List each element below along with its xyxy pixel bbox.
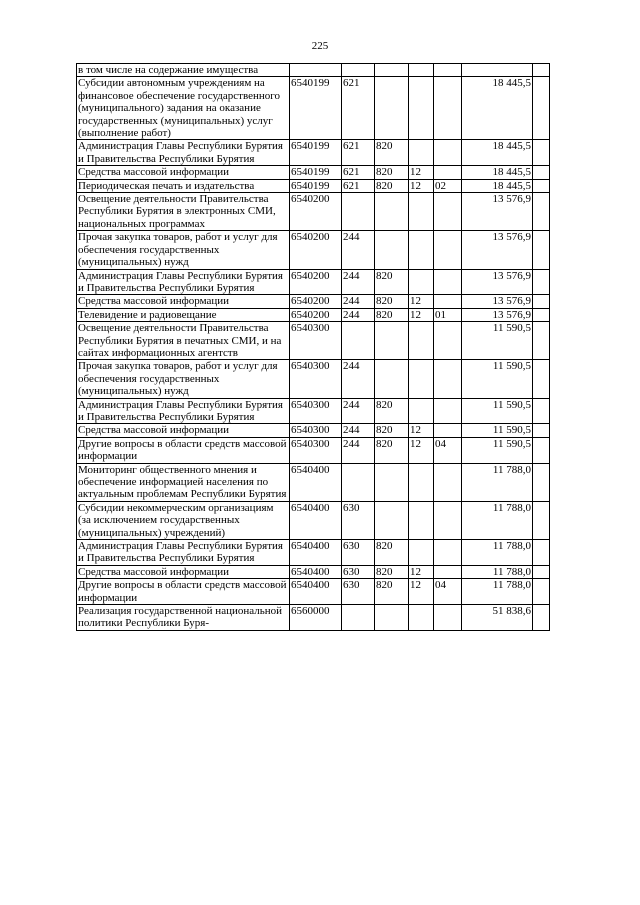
table-row [77,295,550,308]
cell-department [375,605,409,631]
table-row [77,231,550,269]
cell-section: 12 [409,295,434,308]
table-row [77,540,550,566]
cell-name: Средства массовой информации [77,424,290,437]
table-row [77,424,550,437]
cell-department [375,322,409,360]
cell-amount: 11 788,0 [462,501,533,539]
cell-amount: 13 576,9 [462,308,533,321]
cell-expense-type [342,64,375,77]
cell-amount: 18 445,5 [462,77,533,140]
cell-code: 6540199 [290,166,342,179]
cell-department: 820 [375,179,409,192]
cell-code: 6540200 [290,231,342,269]
cell-empty [533,463,550,501]
cell-empty [533,322,550,360]
cell-section: 12 [409,437,434,463]
cell-section: 12 [409,308,434,321]
cell-amount: 13 576,9 [462,295,533,308]
cell-empty [533,540,550,566]
cell-amount: 18 445,5 [462,179,533,192]
table-row [77,140,550,166]
cell-department: 820 [375,295,409,308]
cell-department: 820 [375,540,409,566]
cell-department [375,463,409,501]
cell-name: Администрация Главы Республики Бурятия и Правительства Республики Бурятия [77,140,290,166]
cell-empty [533,424,550,437]
cell-name: Средства массовой информации [77,295,290,308]
cell-code: 6540400 [290,579,342,605]
cell-amount: 11 590,5 [462,424,533,437]
cell-department: 820 [375,565,409,578]
cell-amount: 13 576,9 [462,193,533,231]
table-row [77,605,550,631]
cell-expense-type: 621 [342,179,375,192]
table-row [77,398,550,424]
cell-section [409,398,434,424]
table-row [77,360,550,398]
budget-table-body [77,64,550,631]
page-number: 225 [311,40,329,52]
cell-expense-type: 630 [342,501,375,539]
table-row [77,322,550,360]
cell-expense-type [342,463,375,501]
cell-subsection [434,269,462,295]
cell-expense-type: 244 [342,295,375,308]
cell-subsection [434,295,462,308]
table-row [77,501,550,539]
cell-department: 820 [375,424,409,437]
table-row [77,437,550,463]
cell-amount [462,64,533,77]
cell-section: 12 [409,579,434,605]
cell-empty [533,437,550,463]
cell-section [409,64,434,77]
cell-expense-type: 244 [342,269,375,295]
cell-expense-type: 244 [342,360,375,398]
cell-name: Администрация Главы Республики Бурятия и Правительства Республики Бурятия [77,540,290,566]
cell-amount: 51 838,6 [462,605,533,631]
cell-department [375,231,409,269]
cell-section [409,605,434,631]
cell-department [375,77,409,140]
cell-name: Прочая закупка товаров, работ и услуг для обеспечения государственных (муниципальных) нужд [77,231,290,269]
cell-subsection [434,140,462,166]
cell-empty [533,140,550,166]
cell-department: 820 [375,166,409,179]
cell-expense-type: 244 [342,437,375,463]
cell-section [409,269,434,295]
cell-department: 820 [375,269,409,295]
cell-subsection: 04 [434,437,462,463]
cell-empty [533,605,550,631]
cell-name: Администрация Главы Республики Бурятия и Правительства Республики Бурятия [77,269,290,295]
cell-empty [533,579,550,605]
cell-code: 6540300 [290,437,342,463]
cell-name: Освещение деятельности Правительства Республики Бурятия в печатных СМИ, и на сайтах информационных агентств [77,322,290,360]
cell-code: 6540300 [290,398,342,424]
cell-department [375,193,409,231]
cell-empty [533,308,550,321]
cell-code: 6540400 [290,463,342,501]
cell-code: 6540199 [290,140,342,166]
cell-amount: 11 590,5 [462,398,533,424]
cell-department [375,64,409,77]
cell-subsection [434,424,462,437]
cell-subsection: 01 [434,308,462,321]
cell-name: Телевидение и радиовещание [77,308,290,321]
cell-section [409,540,434,566]
cell-empty [533,269,550,295]
cell-section [409,231,434,269]
cell-code: 6540200 [290,269,342,295]
cell-name: Средства массовой информации [77,166,290,179]
cell-section [409,322,434,360]
table-row [77,579,550,605]
cell-department [375,360,409,398]
table-row [77,179,550,192]
cell-subsection [434,565,462,578]
cell-expense-type: 621 [342,140,375,166]
cell-expense-type: 630 [342,565,375,578]
table-row [77,77,550,140]
cell-expense-type [342,322,375,360]
cell-amount: 11 788,0 [462,463,533,501]
cell-section [409,501,434,539]
cell-subsection [434,231,462,269]
cell-expense-type: 244 [342,308,375,321]
cell-name: Субсидии некоммерческим организациям (за исключением государственных (муниципальных) учреждений) [77,501,290,539]
cell-code: 6540300 [290,360,342,398]
cell-subsection [434,501,462,539]
cell-subsection [434,322,462,360]
cell-name: Другие вопросы в области средств массовой информации [77,579,290,605]
cell-amount: 18 445,5 [462,140,533,166]
cell-code: 6540199 [290,179,342,192]
cell-amount: 11 590,5 [462,322,533,360]
cell-department: 820 [375,398,409,424]
cell-section [409,140,434,166]
cell-expense-type: 621 [342,166,375,179]
cell-section: 12 [409,424,434,437]
cell-expense-type [342,193,375,231]
cell-name: Реализация государственной национальной политики Республики Буря- [77,605,290,631]
cell-empty [533,398,550,424]
cell-empty [533,565,550,578]
cell-amount: 13 576,9 [462,269,533,295]
cell-code: 6540200 [290,308,342,321]
cell-subsection [434,463,462,501]
cell-empty [533,295,550,308]
cell-section [409,463,434,501]
cell-subsection [434,398,462,424]
cell-code: 6540199 [290,77,342,140]
cell-name: Периодическая печать и издательства [77,179,290,192]
cell-amount: 11 590,5 [462,360,533,398]
table-row [77,269,550,295]
table-row [77,64,550,77]
cell-empty [533,179,550,192]
cell-amount: 11 788,0 [462,579,533,605]
cell-empty [533,231,550,269]
cell-subsection: 04 [434,579,462,605]
cell-expense-type: 630 [342,579,375,605]
cell-amount: 13 576,9 [462,231,533,269]
cell-amount: 18 445,5 [462,166,533,179]
table-row [77,463,550,501]
cell-expense-type: 621 [342,77,375,140]
cell-empty [533,360,550,398]
cell-name: Администрация Главы Республики Бурятия и Правительства Республики Бурятия [77,398,290,424]
cell-code: 6540200 [290,295,342,308]
budget-table [76,63,550,631]
cell-amount: 11 788,0 [462,540,533,566]
cell-code: 6540300 [290,424,342,437]
cell-amount: 11 788,0 [462,565,533,578]
cell-code: 6540400 [290,540,342,566]
cell-empty [533,193,550,231]
table-row [77,308,550,321]
cell-department: 820 [375,437,409,463]
cell-expense-type: 244 [342,398,375,424]
cell-name: Средства массовой информации [77,565,290,578]
cell-expense-type: 244 [342,231,375,269]
cell-section [409,77,434,140]
cell-code: 6560000 [290,605,342,631]
cell-section [409,360,434,398]
cell-code: 6540400 [290,501,342,539]
cell-subsection [434,193,462,231]
cell-section: 12 [409,565,434,578]
cell-expense-type: 244 [342,424,375,437]
cell-section [409,193,434,231]
cell-empty [533,501,550,539]
cell-expense-type [342,605,375,631]
cell-subsection [434,64,462,77]
cell-name: Прочая закупка товаров, работ и услуг для обеспечения государственных (муниципальных) нужд [77,360,290,398]
cell-department: 820 [375,140,409,166]
cell-name: Мониторинг общественного мнения и обеспечение информацией населения по актуальным проблемам Республики Бурятия [77,463,290,501]
cell-name: в том числе на содержание имущества [77,64,290,77]
cell-subsection [434,605,462,631]
cell-name: Освещение деятельности Правительства Республики Бурятия в электронных СМИ, национальных программах [77,193,290,231]
table-row [77,565,550,578]
cell-code: 6540300 [290,322,342,360]
cell-amount: 11 590,5 [462,437,533,463]
cell-department [375,501,409,539]
cell-department: 820 [375,308,409,321]
cell-empty [533,77,550,140]
cell-code: 6540400 [290,565,342,578]
cell-name: Субсидии автономным учреждениям на финансовое обеспечение государственного (муниципального) задания на оказание государственных (муниципальных) услуг (выполнение работ) [77,77,290,140]
cell-subsection [434,360,462,398]
cell-department: 820 [375,579,409,605]
cell-subsection [434,166,462,179]
cell-code: 6540200 [290,193,342,231]
cell-section: 12 [409,179,434,192]
cell-subsection: 02 [434,179,462,192]
cell-expense-type: 630 [342,540,375,566]
cell-empty [533,166,550,179]
cell-section: 12 [409,166,434,179]
table-row [77,166,550,179]
cell-name: Другие вопросы в области средств массовой информации [77,437,290,463]
cell-subsection [434,77,462,140]
table-row [77,193,550,231]
cell-subsection [434,540,462,566]
cell-empty [533,64,550,77]
cell-code [290,64,342,77]
